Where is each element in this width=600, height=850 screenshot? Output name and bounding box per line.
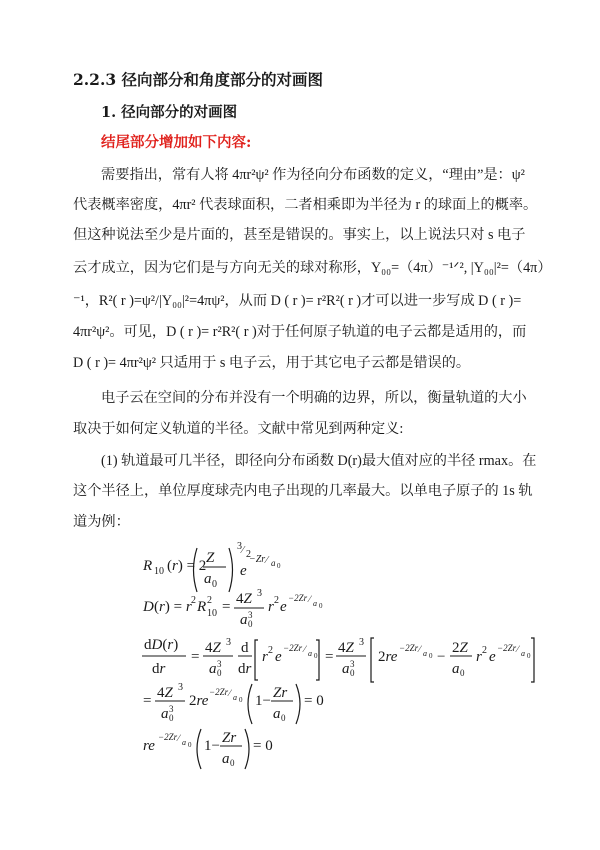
- svg-text:=: =: [143, 693, 152, 709]
- svg-text:0: 0: [188, 741, 192, 749]
- svg-text:⁄: ⁄: [266, 555, 268, 566]
- svg-text:d: d: [241, 640, 249, 656]
- svg-text:a: a: [233, 693, 237, 702]
- svg-text:0: 0: [212, 579, 217, 590]
- svg-text:0: 0: [314, 652, 318, 660]
- svg-text:−2Zr: −2Zr: [158, 732, 178, 742]
- svg-text:r: r: [262, 649, 268, 665]
- svg-text:⁄: ⁄: [178, 733, 180, 743]
- svg-text:3: 3: [359, 637, 364, 648]
- para1-line6: 4πr²ψ²。可见，D ( r )= r²R²( r )对于任何原子轨道的电子云都是适用的，而: [73, 324, 527, 340]
- para3-line2: 这个半径上，单位厚度球壳内电子出现的几率最大。以单电子原子的 1s 轨: [73, 483, 533, 499]
- para3-line3: 道为例：: [73, 514, 130, 530]
- svg-text:0: 0: [217, 668, 222, 678]
- svg-text:e: e: [275, 649, 282, 665]
- para1-line4: 云才成立，因为它们是与方向无关的球对称形，Y₀₀=（4π）⁻¹ᐟ², |Y₀₀|²=（4π）: [73, 260, 552, 276]
- svg-text:2: 2: [207, 595, 212, 606]
- svg-text:= 0: = 0: [253, 738, 273, 754]
- svg-text:0: 0: [319, 602, 323, 610]
- svg-text:re: re: [143, 738, 155, 754]
- svg-text:−2Zr: −2Zr: [288, 593, 308, 603]
- para1-line1: 需要指出，常有人将 4πr²ψ² 作为径向分布函数的定义，“理由”是：ψ²: [101, 167, 525, 183]
- svg-text:3: 3: [226, 637, 231, 648]
- svg-text:e: e: [280, 599, 287, 615]
- svg-text:a: a: [222, 751, 230, 767]
- svg-text:3: 3: [169, 704, 174, 714]
- svg-text:a: a: [452, 661, 460, 677]
- svg-text:0: 0: [527, 652, 531, 660]
- svg-text:3: 3: [350, 659, 355, 669]
- equation-2: [142, 588, 323, 629]
- svg-text:3: 3: [248, 610, 253, 620]
- svg-text:0: 0: [281, 713, 286, 723]
- svg-text:D: D: [143, 599, 154, 615]
- svg-text:=: =: [191, 649, 200, 665]
- para1-line7: D ( r )= 4πr²ψ² 只适用于 s 电子云，用于其它电子云都是错误的。: [73, 355, 471, 371]
- para3-line1: (1) 轨道最可几半径，即径向分布函数 D(r)最大值对应的半径 rmax。在: [101, 453, 537, 469]
- svg-text:=: =: [325, 649, 334, 665]
- svg-text:Zr: Zr: [273, 685, 288, 701]
- svg-text:e: e: [240, 563, 247, 579]
- svg-text:a: a: [204, 571, 212, 587]
- svg-text:3: 3: [237, 541, 242, 552]
- svg-text:a: a: [342, 661, 350, 677]
- subsection-heading: 1. 径向部分的对画图: [101, 104, 238, 121]
- svg-text:4Z: 4Z: [205, 640, 221, 656]
- svg-text:r: r: [476, 649, 482, 665]
- section-heading: 2.2.3 径向部分和角度部分的对画图: [73, 70, 324, 89]
- svg-text:a: a: [521, 649, 525, 658]
- svg-text:0: 0: [230, 758, 235, 768]
- svg-text:a: a: [313, 599, 317, 608]
- svg-text:R: R: [197, 599, 207, 615]
- svg-text:0: 0: [460, 668, 465, 678]
- para1-line2: 代表概率密度，4πr² 代表球面积，二者相乘即为半径为 r 的球面上的概率。: [73, 197, 538, 213]
- svg-text:4Z: 4Z: [157, 685, 173, 701]
- svg-text:3: 3: [257, 588, 262, 599]
- svg-text:⁄: ⁄: [419, 644, 421, 654]
- svg-text:0: 0: [429, 652, 433, 660]
- svg-text:0: 0: [239, 696, 243, 704]
- red-note: 结尾部分增加如下内容:: [101, 134, 252, 151]
- svg-text:a: a: [161, 706, 169, 722]
- svg-text:−2Zr: −2Zr: [399, 643, 419, 653]
- svg-text:−: −: [437, 649, 446, 665]
- svg-text:−2Zr: −2Zr: [497, 643, 517, 653]
- svg-text:2re: 2re: [378, 649, 398, 665]
- equation-3: [142, 637, 534, 682]
- svg-text:dr: dr: [238, 661, 252, 677]
- svg-text:0: 0: [169, 713, 174, 723]
- svg-text:0: 0: [350, 668, 355, 678]
- svg-text:3: 3: [178, 682, 183, 693]
- svg-text:r: r: [268, 599, 274, 615]
- svg-text:2: 2: [482, 645, 487, 656]
- para1-line5: ⁻¹，R²( r )=ψ²/|Y₀₀|²=4πψ²，从而 D ( r )= r²R²( r )才可以进一步写成 D ( r )=: [73, 293, 522, 309]
- para2-line1: 电子云在空间的分布并没有一个明确的边界，所以，衡量轨道的大小: [101, 390, 527, 406]
- svg-text:⁄: ⁄: [242, 545, 244, 556]
- svg-text:1−: 1−: [255, 693, 271, 709]
- svg-text:(r) = r: (r) = r: [154, 599, 192, 615]
- svg-text:dr: dr: [152, 661, 166, 677]
- svg-text:3: 3: [217, 659, 222, 669]
- svg-text:= 0: = 0: [304, 693, 324, 709]
- svg-text:⁄: ⁄: [304, 644, 306, 654]
- svg-text:dD(r): dD(r): [144, 637, 179, 653]
- svg-text:=: =: [222, 599, 231, 615]
- svg-text:⁄: ⁄: [309, 594, 311, 604]
- svg-text:2: 2: [191, 595, 196, 606]
- svg-text:a: a: [423, 649, 427, 658]
- svg-text:a: a: [209, 661, 217, 677]
- svg-text:Zr: Zr: [222, 730, 237, 746]
- svg-text:0: 0: [248, 619, 253, 629]
- svg-text:−Zr: −Zr: [249, 554, 266, 565]
- svg-text:a: a: [182, 738, 186, 747]
- equation-4: [143, 682, 324, 724]
- svg-text:4Z: 4Z: [338, 640, 354, 656]
- svg-text:0: 0: [277, 562, 281, 570]
- svg-text:e: e: [489, 649, 496, 665]
- svg-text:⁄: ⁄: [229, 688, 231, 698]
- svg-text:⁄: ⁄: [517, 644, 519, 654]
- svg-text:a: a: [271, 558, 276, 568]
- svg-text:10: 10: [207, 608, 217, 619]
- svg-text:1−: 1−: [204, 738, 220, 754]
- svg-text:a: a: [273, 706, 281, 722]
- svg-text:2re: 2re: [189, 693, 209, 709]
- svg-text:10: 10: [154, 566, 164, 577]
- svg-text:2: 2: [274, 595, 279, 606]
- svg-text:a: a: [308, 649, 312, 658]
- svg-text:−2Zr: −2Zr: [283, 643, 303, 653]
- svg-text:R: R: [143, 558, 153, 574]
- svg-text:2: 2: [268, 645, 273, 656]
- svg-text:2: 2: [246, 549, 251, 560]
- svg-text:a: a: [240, 612, 248, 628]
- svg-text:Z: Z: [206, 550, 215, 566]
- para1-line3: 但这种说法至少是片面的，甚至是错误的。事实上，以上说法只对 s 电子: [73, 227, 526, 243]
- equation-5: [143, 729, 273, 769]
- equation-1: [142, 541, 281, 592]
- svg-text:4Z: 4Z: [236, 591, 252, 607]
- svg-text:−2Zr: −2Zr: [209, 687, 229, 697]
- svg-text:(r) = 2: (r) = 2: [167, 558, 207, 574]
- para2-line2: 取决于如何定义轨道的半径。文献中常见到两种定义:: [73, 421, 404, 437]
- svg-text:2Z: 2Z: [452, 640, 468, 656]
